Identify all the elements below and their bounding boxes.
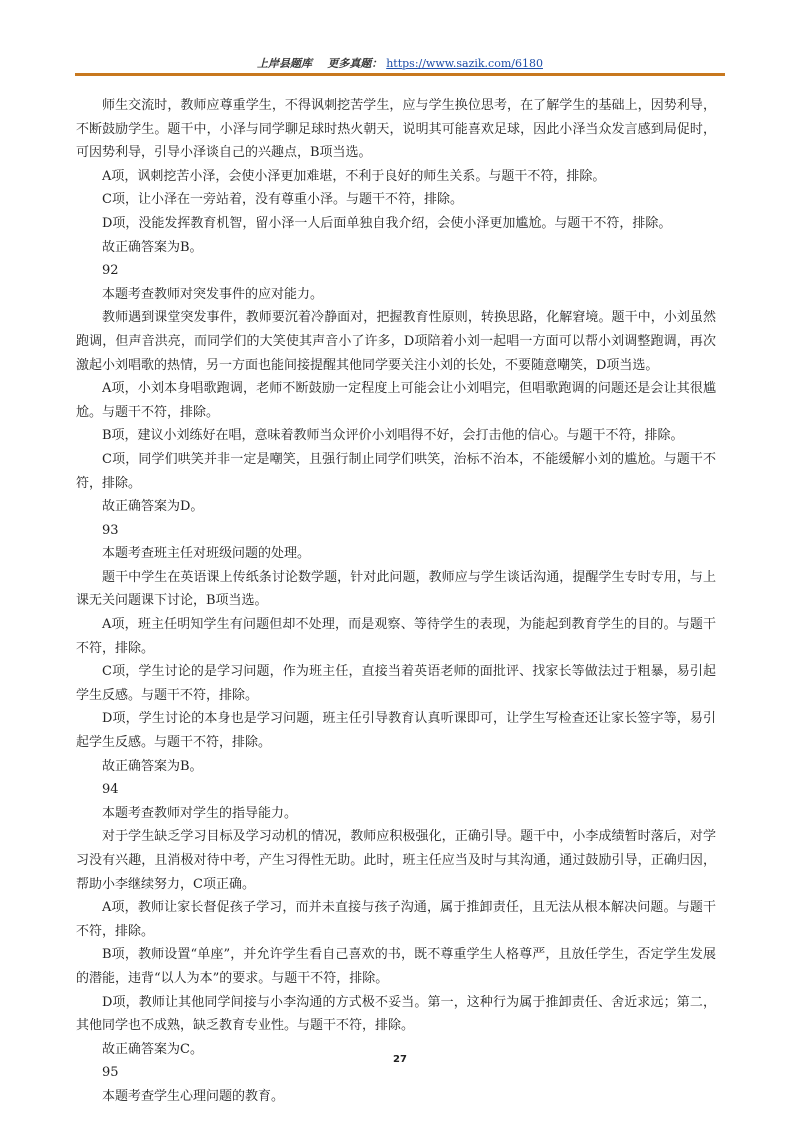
paragraph: 本题考查教师对学生的指导能力。 — [102, 805, 298, 821]
question-number: 95 — [102, 1065, 119, 1081]
paragraph: C项，让小泽在一旁站着，没有尊重小泽。与题干不符，排除。 — [102, 192, 463, 208]
answer-line: 故正确答案为D。 — [102, 499, 204, 515]
header-more-label: 更多真题： — [327, 57, 383, 70]
paragraph: 对于学生缺乏学习目标及学习动机的情况，教师应积极强化，正确引导。题干中，小李成绩暂时落后，对学习没有兴趣，且消极对待中考，产生习得性无助。此时，班主任应当及时与其沟通，通过鼓励引导，正确归因，帮助小李继续努力，C项正确。 — [76, 829, 716, 892]
paragraph: C项，同学们哄笑并非一定是嘲笑，且强行制止同学们哄笑，治标不治本，不能缓解小刘的尴尬。与题干不符，排除。 — [76, 451, 716, 491]
paragraph: 题干中学生在英语课上传纸条讨论数学题，针对此问题，教师应与学生谈话沟通，提醒学生专时专用，与上课无关问题课下讨论，B项当选。 — [76, 569, 716, 609]
header-brand: 上岸县题库 — [257, 57, 313, 70]
header-link[interactable]: https://www.sazik.com/6180 — [386, 57, 543, 70]
paragraph: A项，教师让家长督促孩子学习，而并未直接与孩子沟通，属于推卸责任，且无法从根本解决问题。与题干不符，排除。 — [76, 900, 716, 939]
answer-line: 故正确答案为B。 — [102, 758, 203, 774]
question-number: 94 — [102, 782, 119, 798]
paragraph: D项，学生讨论的本身也是学习问题，班主任引导教育认真听课即可，让学生写检查还让家长签字等，易引起学生反感。与题干不符，排除。 — [76, 711, 716, 751]
paragraph: C项，学生讨论的是学习问题，作为班主任，直接当着英语老师的面批评、找家长等做法过于粗暴，易引起学生反感。与题干不符，排除。 — [76, 664, 716, 703]
paragraph: 本题考查学生心理问题的教育。 — [102, 1088, 285, 1104]
document-body — [76, 94, 716, 1109]
paragraph: A项，班主任明知学生有问题但却不处理，而是观察、等待学生的表现，为能起到教育学生的目的。与题干不符，排除。 — [76, 617, 716, 656]
paragraph: B项，建议小刘练好在唱，意味着教师当众评价小刘唱得不好，会打击他的信心。与题干不符，排除。 — [102, 428, 684, 444]
answer-line: 故正确答案为B。 — [102, 239, 203, 255]
paragraph: D项，教师让其他同学间接与小李沟通的方式极不妥当。第一，这种行为属于推卸责任、舍近求远；第二，其他同学也不成熟，缺乏教育专业性。与题干不符，排除。 — [76, 994, 716, 1034]
paragraph: 本题考查班主任对班级问题的处理。 — [102, 546, 311, 562]
paragraph: B项，教师设置“单座”，并允许学生看自己喜欢的书，既不尊重学生人格尊严，且放任学生，否定学生发展的潜能，违背“以人为本”的要求。与题干不符，排除。 — [76, 947, 716, 986]
paragraph: A项，小刘本身唱歌跑调，老师不断鼓励一定程度上可能会让小刘唱完，但唱歌跑调的问题还是会让其很尴尬。与题干不符，排除。 — [76, 381, 716, 420]
question-number: 92 — [102, 263, 119, 279]
answer-line: 故正确答案为C。 — [102, 1041, 203, 1057]
paragraph: 教师遇到课堂突发事件，教师要沉着冷静面对，把握教育性原则，转换思路，化解窘境。题干中，小刘虽然跑调，但声音洪亮，而同学们的大笑使其声音小了许多，D项陪着小刘一起唱一方面可以帮小刘调整跑调，再次激起小刘唱歌的热情，另一方面也能间接提醒其他同学要关注小刘的长处，不要随意嘲笑，D项当选。 — [76, 310, 716, 373]
paragraph: A项，讽刺挖苦小泽，会使小泽更加难堪，不利于良好的师生关系。与题干不符，排除。 — [102, 168, 606, 184]
page-number: 27 — [393, 1054, 407, 1065]
question-number: 93 — [102, 522, 119, 538]
paragraph: 本题考查教师对突发事件的应对能力。 — [102, 286, 324, 302]
paragraph: 师生交流时，教师应尊重学生，不得讽刺挖苦学生，应与学生换位思考，在了解学生的基础上，因势利导，不断鼓励学生。题干中，小泽与同学聊足球时热火朝天，说明其可能喜欢足球，因此小泽当众发言感到局促时，可因势利导，引导小泽谈自己的兴趣点，B项当选。 — [76, 98, 716, 161]
page-header — [0, 55, 800, 71]
paragraph: D项，没能发挥教育机智，留小泽一人后面单独自我介绍，会使小泽更加尴尬。与题干不符，排除。 — [102, 215, 672, 231]
header-divider — [75, 73, 725, 76]
